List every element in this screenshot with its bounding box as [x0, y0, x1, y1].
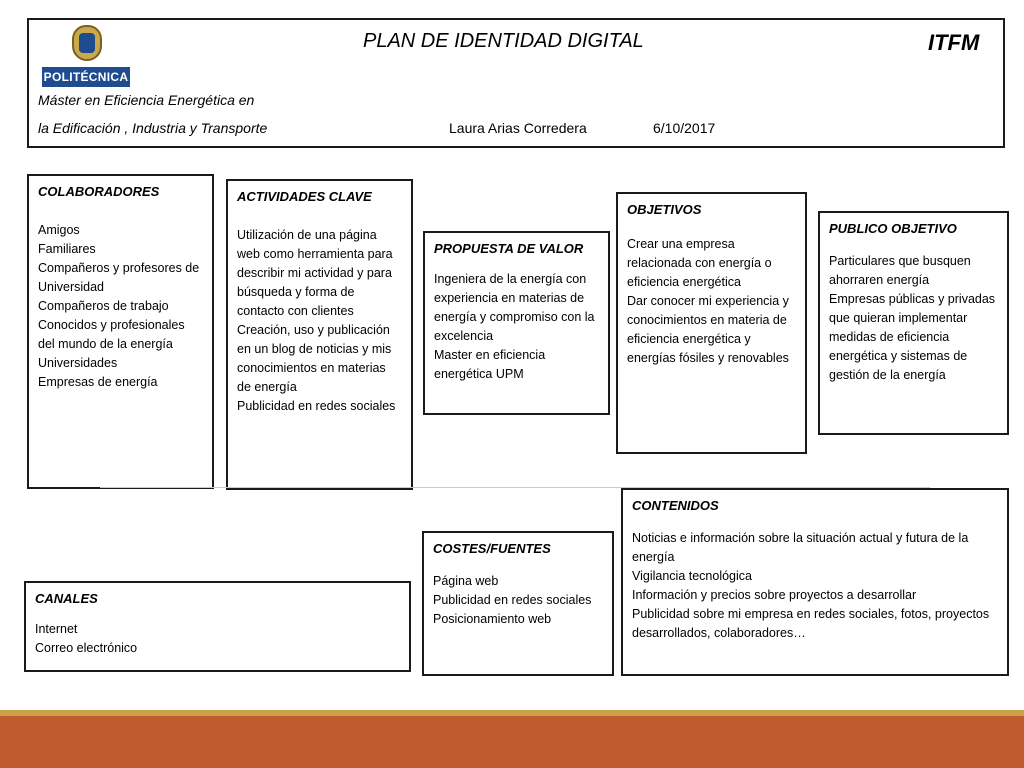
card-actividades — [226, 179, 413, 490]
list-item: Crear una empresa relacionada con energía o eficiencia energética — [627, 237, 772, 289]
list-item: Internet — [35, 622, 78, 636]
list-item: Universidades — [38, 356, 118, 370]
logo-text: POLITÉCNICA — [42, 67, 130, 87]
list-item: Particulares que busquen ahorraren energía — [829, 254, 971, 287]
card-title: OBJETIVOS — [627, 202, 702, 217]
page-title: PLAN DE IDENTIDAD DIGITAL — [363, 30, 644, 52]
list-item: Publicidad en redes sociales — [237, 399, 396, 413]
card-list — [35, 620, 400, 658]
politecnica-logo — [42, 23, 130, 89]
header-panel — [27, 18, 1005, 148]
card-title: PUBLICO OBJETIVO — [829, 221, 957, 236]
list-item: Publicidad en redes sociales — [433, 593, 592, 607]
card-title: CANALES — [35, 591, 98, 606]
list-item: Página web — [433, 574, 499, 588]
card-costes — [422, 531, 614, 676]
list-item: Utilización de una página web como herramienta para describir mi actividad y para búsqueda y forma de contacto con clientes — [237, 228, 393, 318]
card-list — [237, 226, 402, 416]
date-label: 6/10/2017 — [653, 120, 716, 136]
card-list — [829, 252, 998, 385]
list-item: Master en eficiencia energética UPM — [434, 348, 546, 381]
list-item: Noticias e información sobre la situación actual y futura de la energía — [632, 531, 969, 564]
card-publico — [818, 211, 1009, 435]
list-item: Información y precios sobre proyectos a desarrollar — [632, 588, 917, 602]
list-item: Creación, uso y publicación en un blog de noticias y mis conocimientos en materias de energía — [237, 323, 392, 394]
card-list — [632, 529, 998, 643]
card-list — [433, 572, 603, 629]
subtitle-line1: Máster en Eficiencia Energética en — [38, 92, 255, 108]
list-item: Familiares — [38, 242, 96, 256]
card-list — [434, 270, 599, 384]
card-title: COLABORADORES — [38, 184, 160, 199]
card-colaboradores — [27, 174, 214, 489]
footer-band — [0, 716, 1024, 768]
card-canales — [24, 581, 411, 672]
card-contenidos — [621, 488, 1009, 676]
list-item: Compañeros y profesores de Universidad — [38, 261, 200, 294]
card-list — [627, 235, 796, 368]
card-title: PROPUESTA DE VALOR — [434, 241, 584, 256]
list-item: Conocidos y profesionales del mundo de la energía — [38, 318, 185, 351]
list-item: Vigilancia tecnológica — [632, 569, 752, 583]
card-objetivos — [616, 192, 807, 454]
list-item: Compañeros de trabajo — [38, 299, 169, 313]
brand-label: ITFM — [928, 30, 980, 55]
crest-icon — [72, 25, 102, 61]
card-title: COSTES/FUENTES — [433, 541, 551, 556]
list-item: Ingeniera de la energía con experiencia en materias de energía y compromiso con la excelencia — [434, 272, 595, 343]
list-item: Dar conocer mi experiencia y conocimientos en materia de eficiencia energética y energías fósiles y renovables — [627, 294, 789, 365]
list-item: Correo electrónico — [35, 641, 138, 655]
list-item: Publicidad sobre mi empresa en redes sociales, fotos, proyectos desarrollados, colaboradores… — [632, 607, 990, 640]
list-item: Empresas de energía — [38, 375, 158, 389]
list-item: Empresas públicas y privadas que quieran implementar medidas de eficiencia energética y sistemas de gestión de la energía — [829, 292, 996, 382]
card-title: ACTIVIDADES CLAVE — [237, 189, 372, 204]
card-title: CONTENIDOS — [632, 498, 719, 513]
list-item: Amigos — [38, 223, 80, 237]
card-list — [38, 221, 203, 392]
card-propuesta — [423, 231, 610, 415]
author-name: Laura Arias Corredera — [449, 120, 587, 136]
list-item: Posicionamiento web — [433, 612, 552, 626]
subtitle-line2: la Edificación , Industria y Transporte — [38, 120, 268, 136]
